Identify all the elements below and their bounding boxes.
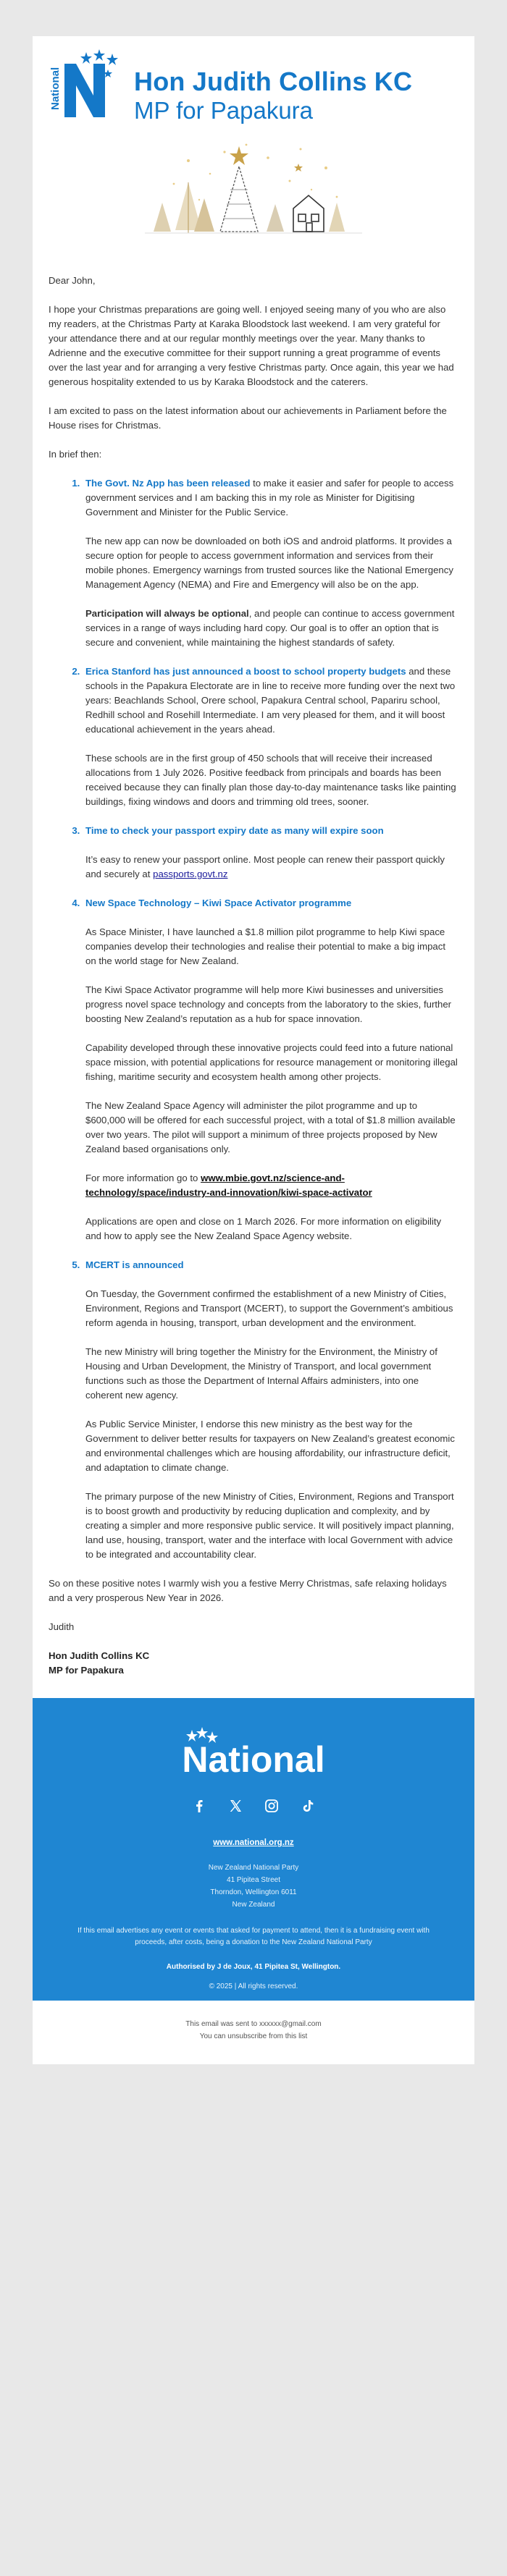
unsubscribe-link[interactable]: You can unsubscribe from this list — [199, 2032, 308, 2040]
signature-name: Hon Judith Collins KC — [49, 1650, 150, 1661]
email-card — [33, 36, 474, 2064]
item-paragraph: For more information go to — [85, 1173, 201, 1183]
item-paragraph: These schools are in the first group of 450 schools that will receive their increased allocations from 1 July 2026. Positive feedback from principals and boards has been received because they can finally plan those day-to-day maintenance tasks like painting buildings, fixing windows and doors and trimming old trees, sooner. — [85, 753, 456, 807]
news-item-govt-app — [83, 476, 458, 650]
item-paragraph: The Kiwi Space Activator programme will help more Kiwi businesses and universities progress novel space technology and concepts from the laboratory to the skies, further boosting New Zealand’s reputation as a hub for space innovation. — [85, 984, 452, 1024]
website-link[interactable]: www.national.org.nz — [213, 1838, 294, 1847]
authorisation-statement: Authorised by J de Joux, 41 Pipitea St, Wellington. — [166, 1963, 341, 1971]
x-icon[interactable] — [227, 1798, 243, 1814]
item-paragraph: The new app can now be downloaded on both iOS and android platforms. It provides a secure option for people to access government information and services from their mobile phones. Emergency warnings from trusted sources like the National Emergency Management Agency (NEMA) and Fire and Emergency will also be on the app. — [85, 536, 453, 590]
item-paragraph: It’s easy to renew your passport online. Most people can renew their passport quickly and securely at — [85, 854, 445, 879]
national-party-logo — [49, 48, 125, 120]
item-heading: The Govt. Nz App has been released — [85, 478, 251, 489]
closing-paragraph: So on these positive notes I warmly wish you a festive Merry Christmas, safe relaxing holidays and a very prosperous New Year in 2026. — [49, 1578, 447, 1603]
page-subtitle: MP for Papakura — [134, 97, 314, 124]
item-paragraph: On Tuesday, the Government confirmed the establishment of a new Ministry of Cities, Environment, Regions and Transport (MCERT), to support the Government’s ambitious reform agenda in housing, transport, urban development and the environment. — [85, 1288, 453, 1328]
christmas-illustration — [33, 123, 474, 253]
christmas-scene-image — [145, 139, 362, 248]
item-heading: MCERT is announced — [85, 1259, 184, 1270]
address-line: 41 Pipitea Street — [227, 1876, 280, 1884]
item-paragraph: As Public Service Minister, I endorse this new ministry as the best way for the Government to deliver better results for taxpayers on New Zealand’s greatest economic and environmental challenges which are housing affordability, our infrastructure deficit, and adaptation to climate change. — [85, 1419, 455, 1473]
address-line: New Zealand — [232, 1901, 275, 1909]
mbie-link[interactable]: www.mbie.govt.nz/science-and-technology/space/industry-and-innovation/kiwi-space-activator — [85, 1173, 372, 1198]
footer-logo-word: National — [182, 1739, 325, 1778]
footer-address — [33, 1862, 474, 1911]
instagram-icon[interactable] — [264, 1798, 280, 1814]
logo-word: National — [49, 67, 62, 110]
page-title: Hon Judith Collins KC — [134, 67, 413, 96]
address-line: Thorndon, Wellington 6011 — [210, 1888, 297, 1896]
intro-paragraph-2: I am excited to pass on the latest information about our achievements in Parliament before the House rises for Christmas. — [49, 405, 447, 431]
news-item-mcert — [83, 1258, 458, 1562]
copyright: © 2025 | All rights reserved. — [209, 1982, 298, 1990]
signature-role: MP for Papakura — [49, 1665, 124, 1676]
item-heading-rest: to make it easier and safer for people to access government services and I am backing this in my role as Minister for Digitising Government and Minister for the Public Service. — [85, 478, 454, 518]
address-line: New Zealand National Party — [208, 1864, 299, 1872]
item-bold-phrase: Participation will always be optional — [85, 608, 249, 619]
news-items-list — [49, 476, 458, 1562]
item-paragraph: The primary purpose of the new Ministry of Cities, Environment, Regions and Transport is to boost growth and productivity by reducing duplication and complexity, and by creating a simpler and more responsive public service. It will positively impact planning, land use, housing, transport, water and the interface with local Government with advice to be integrated and accountability clear. — [85, 1491, 454, 1560]
item-heading: Time to check your passport expiry date as many will expire soon — [85, 825, 384, 836]
email-bottom-note — [33, 2001, 474, 2064]
signoff: Judith — [49, 1621, 75, 1632]
social-links — [33, 1798, 474, 1814]
news-item-space-tech — [83, 896, 458, 1243]
item-paragraph: Applications are open and close on 1 March 2026. For more information on eligibility and how to apply see the New Zealand Space Agency website. — [85, 1216, 442, 1241]
item-paragraph: The new Ministry will bring together the Ministry for the Environment, the Ministry of Housing and Urban Development, the Ministry of Transport, and local government functions such as those the Department of Internal Affairs administers, into one coherent new agency. — [85, 1346, 437, 1401]
item-heading-rest: and these schools in the Papakura Electorate are in line to receive more funding over the next two years: Beachlands School, Orere school, Papakura Central school, Papariru school, Redhill school and Rosehill Intermediate. I am very pleased for them, and it will boost educational achievement in the years ahead. — [85, 666, 456, 735]
facebook-icon[interactable] — [191, 1798, 207, 1814]
item-heading: New Space Technology – Kiwi Space Activator programme — [85, 898, 352, 908]
sent-to-text: This email was sent to xxxxxx@gmail.com — [185, 2020, 322, 2028]
email-footer — [33, 1698, 474, 2001]
item-paragraph: The New Zealand Space Agency will administer the pilot programme and up to $600,000 will be offered for each successful project, with a total of $1.8 million available over two years. The pilot will support a minimum of three projects proposed by New Zealand based organisations only. — [85, 1100, 456, 1154]
item-paragraph: As Space Minister, I have launched a $1.8 million pilot programme to help Kiwi space companies develop their technologies and realise their potential to make a big impact on the world stage for New Zealand. — [85, 926, 446, 966]
in-brief-label: In brief then: — [49, 449, 102, 460]
passports-link[interactable]: passports.govt.nz — [153, 869, 228, 879]
intro-paragraph-1: I hope your Christmas preparations are going well. I enjoyed seeing many of you who are also my readers, at the Christmas Party at Karaka Bloodstock last weekend. I am very grateful for your attendance there and at our regular monthly meetings over the year. Many thanks to Adrienne and the executive committee for their support running a great programme of events over the last year and for arranging a very festive Christmas party. Once again, this year we had generous hospitality extended to us by Karaka Bloodstock and the caterers. — [49, 304, 454, 387]
item-heading: Erica Stanford has just announced a boost to school property budgets — [85, 666, 406, 677]
item-paragraph: Capability developed through these innovative projects could feed into a future national space mission, with potential applications for resource management or monitoring illegal fishing, maritime security and ecosystem health among other projects. — [85, 1042, 458, 1082]
fundraising-disclaimer: If this email advertises any event or events that asked for payment to attend, then it is a fundraising event with proceeds, after costs, being a donation to the New Zealand National Party — [77, 1927, 430, 1946]
letter-body — [33, 253, 474, 1678]
email-header — [33, 36, 474, 123]
greeting: Dear John, — [49, 275, 96, 286]
news-item-school-property — [83, 664, 458, 809]
footer-national-logo — [163, 1727, 344, 1778]
news-item-passport — [83, 824, 458, 882]
tiktok-icon[interactable] — [300, 1798, 316, 1814]
item-paragraph: , and people can continue to access government services in a range of ways including hard copy. Our goal is to offer an option that is secure and convenient, while maintaining the highest standards of safety. — [85, 608, 455, 648]
